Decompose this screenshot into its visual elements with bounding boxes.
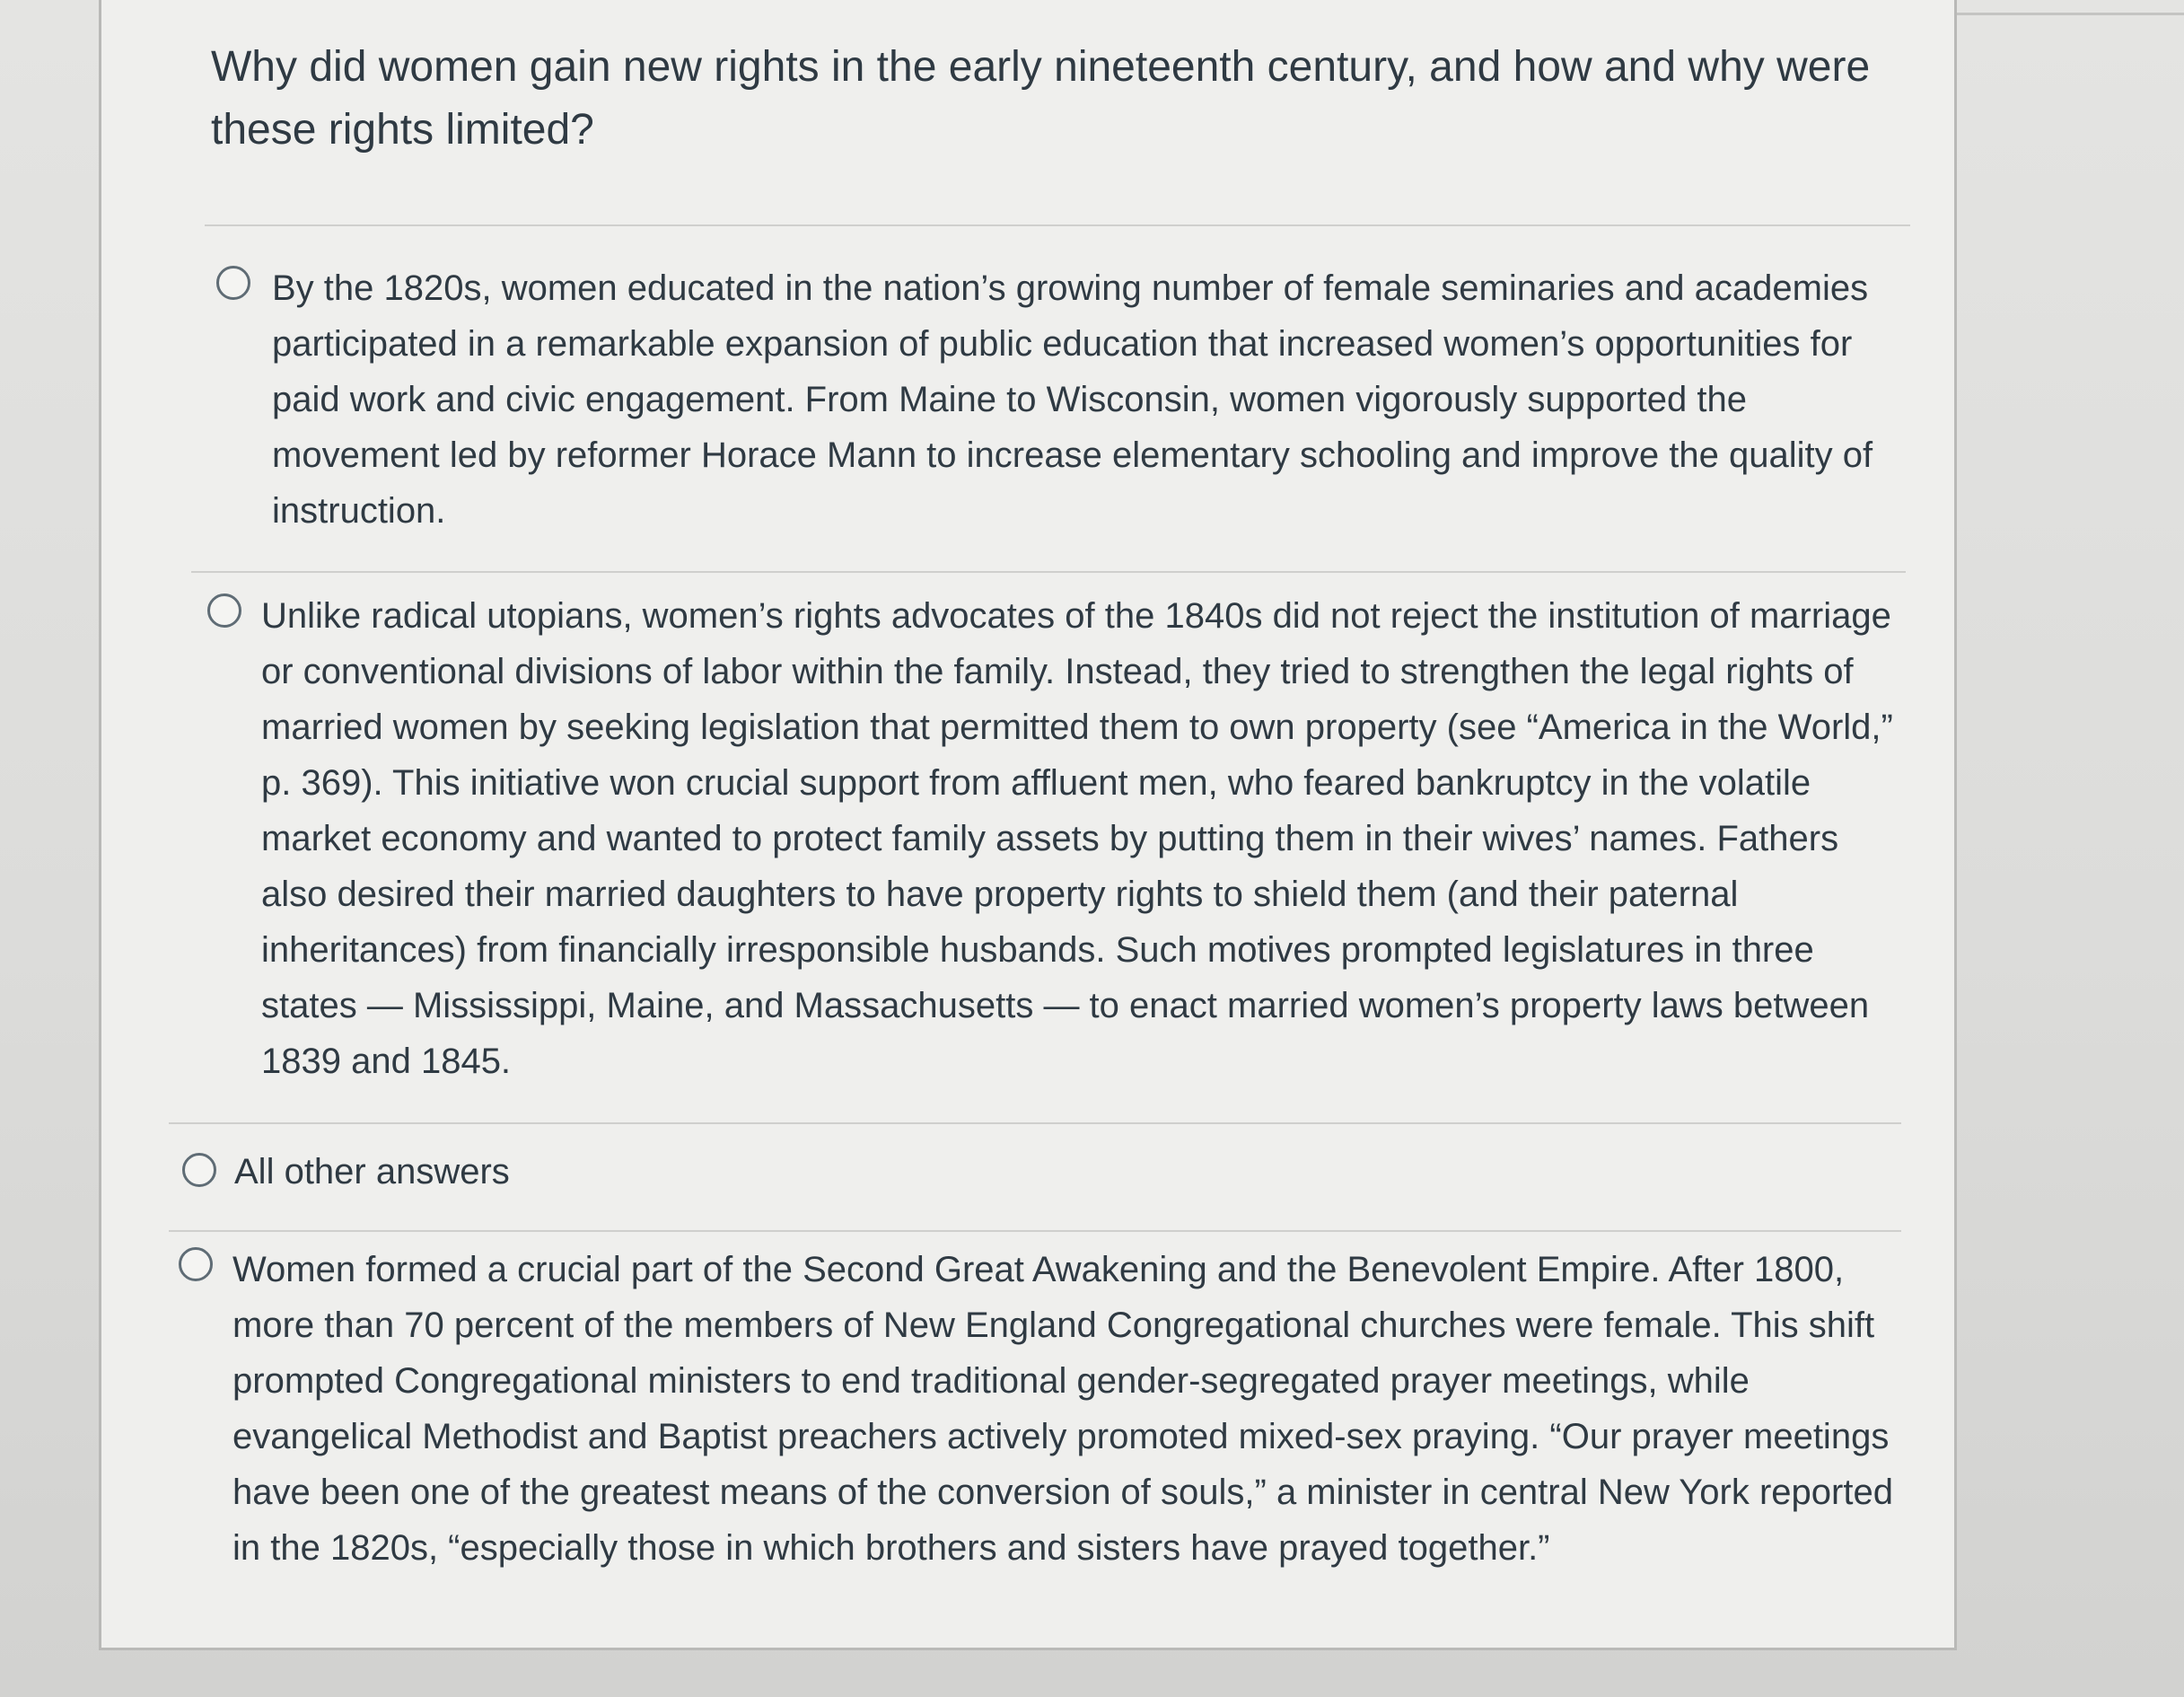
answer-2-radio[interactable] — [207, 594, 241, 628]
answer-4-text: Women formed a crucial part of the Second Great Awakening and the Benevolent Empire. After 1800, more than 70 percent of the members of New England Congregational churches were female. This shift prompted Congregational ministers to end traditional gender-segregated prayer meetings, while evangelical Methodist and Baptist preachers actively promoted mixed-sex praying. “Our prayer meetings have been one of the greatest means of the conversion of souls,” a minister in central New York reported in the 1820s, “especially those in which brothers and sisters have prayed together.” — [232, 1250, 1893, 1568]
answer-divider-2 — [169, 1122, 1901, 1124]
question-text: Why did women gain new rights in the early nineteenth century, and how and why were these rights limited? — [211, 43, 1871, 154]
answer-2-text: Unlike radical utopians, women’s rights advocates of the 1840s did not reject the institution of marriage or conventional divisions of labor within the family. Instead, they tried to strengthen the legal rights of married women by seeking legislation that permitted them to own property (see “America in the World,” p. 369). This initiative won crucial support from affluent men, who feared bankruptcy in the volatile market economy and wanted to protect family assets by putting them in their wives’ names. Fathers also desired their married daughters to have property rights to shield them (and their paternal inheritances) from financially irresponsible husbands. Such motives prompted legislatures in three states — Mississippi, Maine, and Massachusetts — to enact married women’s property laws between 1839 and 1845. — [261, 596, 1893, 1081]
answer-4-radio[interactable] — [179, 1247, 213, 1281]
answer-3-text: All other answers — [234, 1152, 510, 1191]
answer-divider-1 — [191, 571, 1906, 573]
page-top-rule — [1955, 13, 2184, 15]
answer-divider-3 — [169, 1230, 1901, 1232]
answer-1-radio[interactable] — [216, 266, 250, 300]
question-divider — [205, 224, 1910, 226]
answer-3-radio[interactable] — [182, 1153, 216, 1187]
answer-1-text: By the 1820s, women educated in the nation’s growing number of female seminaries and academies participated in a remarkable expansion of public education that increased women’s opportunities for paid work and civic engagement. From Maine to Wisconsin, women vigorously supported the movement led by reformer Horace Mann to increase elementary schooling and improve the quality of instruction. — [272, 268, 1873, 531]
question-card — [99, 0, 1957, 1650]
